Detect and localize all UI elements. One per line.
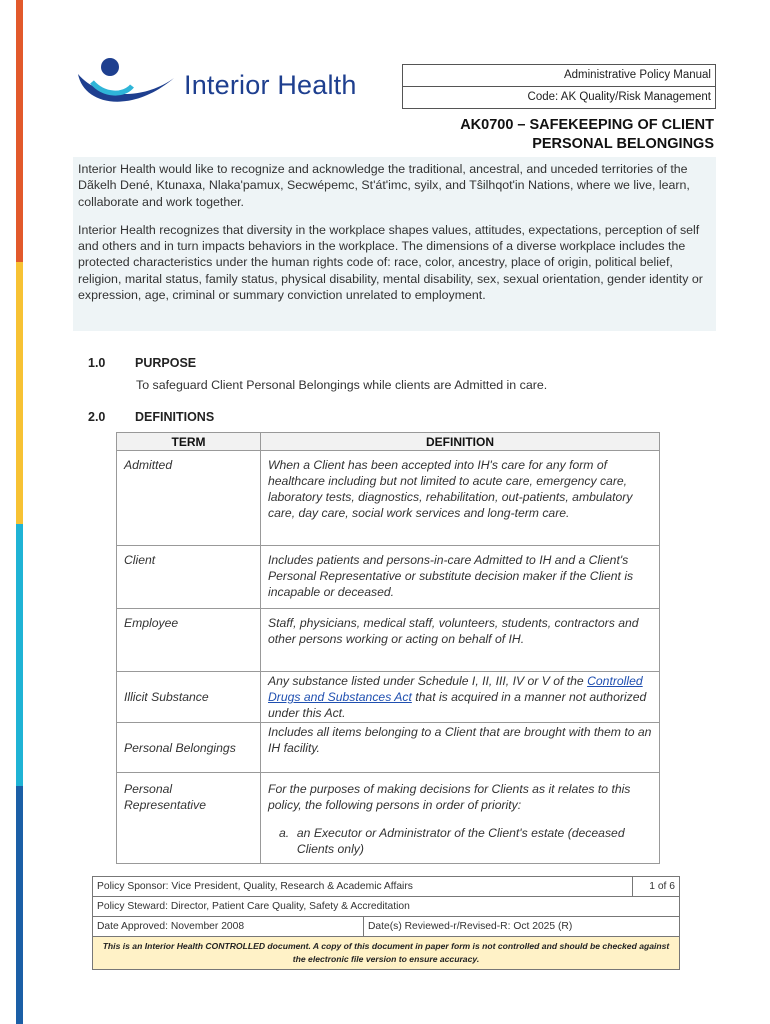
definitions-heading: DEFINITIONS: [135, 410, 215, 424]
term-cell: Personal Belongings: [117, 723, 261, 773]
purpose-heading: PURPOSE: [135, 356, 197, 370]
manual-name: Administrative Policy Manual: [563, 69, 711, 81]
table-row: [117, 723, 660, 773]
definition-cell: When a Client has been accepted into IH's care for any form of healthcare including but not limited to acute care, emergency care, laboratory tests, diagnostics, rehabilitation, out-patients, ambulatory care, day care, social work services and long-term care.: [261, 451, 660, 546]
list-item-letter: a.: [279, 826, 290, 840]
table-row: [117, 773, 660, 864]
term-cell: Client: [117, 546, 261, 609]
definitions-header-row: [117, 433, 660, 451]
term-cell: Employee: [117, 609, 261, 672]
policy-title-line-1: AK0700 – SAFEKEEPING OF CLIENT: [460, 117, 714, 133]
term-cell: Admitted: [117, 451, 261, 546]
table-row: [117, 546, 660, 609]
table-row: [117, 609, 660, 672]
color-stripe-blue: [16, 786, 23, 1024]
diversity-paragraph: Interior Health recognizes that diversity in the workplace shapes values, attitudes, expectations, perception of self and others and in turn impacts behaviors in the workplace. The dimensions of a diverse workplace includes the protected characteristics under the human rights code of: race, color, ancestry, place of origin, political belief, religion, marital status, family status, physical disability, mental disability, sex, sexual orientation, gender identity or expression, age, criminal or summary conviction unrelated to employment.: [78, 222, 703, 303]
logo-swoosh-icon: [78, 74, 174, 102]
list-item-text: an Executor or Administrator of the Client's estate (deceased Clients only): [296, 826, 625, 856]
policy-code: Code: AK Quality/Risk Management: [403, 86, 715, 108]
policy-title: [460, 116, 714, 154]
controlled-document-notice: This is an Interior Health CONTROLLED document. A copy of this document in paper form is not controlled and should be checked against the electronic file version to ensure accuracy.: [93, 937, 680, 970]
term-column-header: TERM: [117, 433, 261, 451]
table-row: [117, 451, 660, 546]
term-cell: Illicit Substance: [117, 672, 261, 723]
definition-cell: [261, 773, 660, 864]
date-approved: Date Approved: November 2008: [93, 917, 364, 937]
definition-cell: Includes patients and persons-in-care Admitted to IH and a Client's Personal Representative or substitute decision maker if the Client is incapable or deceased.: [261, 546, 660, 609]
land-acknowledgement-box: [73, 157, 716, 331]
definitions-table: [116, 432, 660, 864]
definition-column-header: DEFINITION: [261, 433, 660, 451]
page-number: 1 of 6: [633, 877, 680, 897]
definition-cell: Includes all items belonging to a Client that are brought with them to an IH facility.: [261, 723, 660, 773]
definitions-section-number: 2.0: [88, 410, 106, 424]
definition-text: that is acquired in a manner not authorized under this Act.: [268, 690, 647, 720]
definition-cell: [261, 672, 660, 723]
date-reviewed: Date(s) Reviewed-r/Revised-R: Oct 2025 (R): [364, 917, 680, 937]
color-stripe-orange: [16, 0, 23, 262]
color-stripe-yellow: [16, 262, 23, 524]
definition-text: For the purposes of making decisions for Clients as it relates to this policy, the following persons in order of priority:: [268, 782, 631, 812]
definition-cell: Staff, physicians, medical staff, volunteers, students, contractors and other persons working or acting on behalf of IH.: [261, 609, 660, 672]
policy-title-line-2: PERSONAL BELONGINGS: [532, 136, 714, 152]
logo-head-icon: [101, 58, 119, 76]
policy-sponsor: Policy Sponsor: Vice President, Quality, Research & Academic Affairs: [93, 877, 633, 897]
list-item: [268, 825, 653, 857]
purpose-section-number: 1.0: [88, 356, 106, 370]
acknowledgement-paragraph: Interior Health would like to recognize and acknowledge the traditional, ancestral, and unceded territories of the Dãkelh Dené, Ktunaxa, Nlaka'pamux, Secwépemc, St'át'imc, syilx, and Tŝilhqot'in Nations, where we live, learn, collaborate and work together.: [78, 162, 690, 209]
purpose-text: To safeguard Client Personal Belongings while clients are Admitted in care.: [136, 378, 548, 392]
term-cell: Personal Representative: [117, 773, 261, 864]
controlled-drugs-act-link[interactable]: Controlled Drugs and Substances Act: [268, 674, 643, 704]
document-footer-table: [92, 876, 680, 970]
logo-wordmark: Interior Health: [184, 70, 357, 100]
table-row: [117, 672, 660, 723]
definition-text: Any substance listed under Schedule I, II, III, IV or V of the: [268, 674, 588, 688]
policy-steward: Policy Steward: Director, Patient Care Quality, Safety & Accreditation: [93, 897, 680, 917]
manual-info-box: [402, 64, 716, 109]
color-stripe-cyan: [16, 524, 23, 786]
